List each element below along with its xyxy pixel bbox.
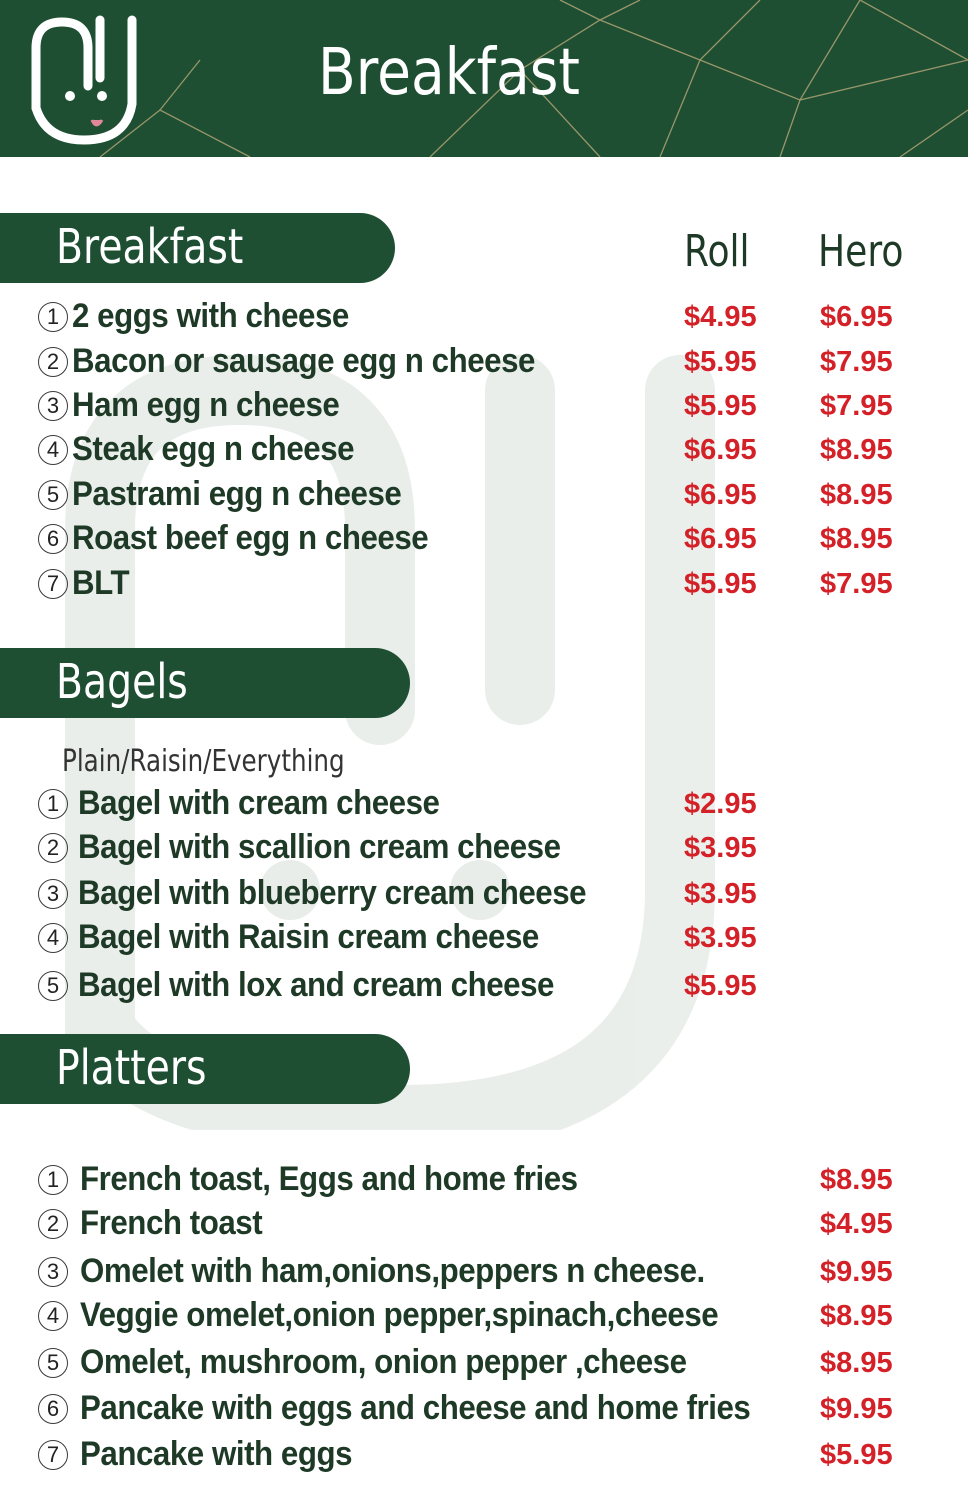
- menu-item-name: Bagel with cream cheese: [78, 784, 440, 822]
- roll-price: $5.95: [684, 346, 757, 378]
- item-price: $3.95: [684, 922, 757, 954]
- menu-item-name: Steak egg n cheese: [72, 430, 355, 468]
- menu-item-name: Pancake with eggs and cheese and home fries: [80, 1389, 751, 1427]
- hero-price: $8.95: [820, 479, 893, 511]
- menu-item-row: [0, 782, 968, 826]
- item-number-badge: 3: [38, 391, 68, 421]
- menu-item-row: [0, 1158, 968, 1202]
- roll-price: $6.95: [684, 523, 757, 555]
- item-number-badge: 6: [38, 1394, 68, 1424]
- item-price: $9.95: [820, 1256, 893, 1288]
- hero-price: $6.95: [820, 301, 893, 333]
- menu-item-name: Roast beef egg n cheese: [72, 519, 429, 557]
- roll-price: $5.95: [684, 390, 757, 422]
- menu-item-name: Bagel with blueberry cream cheese: [78, 874, 587, 912]
- bagels-section-title: Bagels: [56, 654, 188, 710]
- item-number-badge: 3: [38, 879, 68, 909]
- menu-item-row: [0, 384, 968, 428]
- hero-price: $7.95: [820, 346, 893, 378]
- item-number-badge: 4: [38, 435, 68, 465]
- menu-item-row: [0, 473, 968, 517]
- item-number-badge: 5: [38, 480, 68, 510]
- menu-item-name: Omelet with ham,onions,peppers n cheese.: [80, 1252, 705, 1290]
- menu-item-row: [0, 517, 968, 561]
- hero-price: $8.95: [820, 434, 893, 466]
- menu-item-row: [0, 872, 968, 916]
- menu-item-row: [0, 1202, 968, 1246]
- item-number-badge: 1: [38, 789, 68, 819]
- menu-item-name: Bacon or sausage egg n cheese: [72, 342, 536, 380]
- menu-item-row: [0, 1387, 968, 1431]
- menu-item-row: [0, 826, 968, 870]
- roll-price: $4.95: [684, 301, 757, 333]
- menu-item-name: Bagel with scallion cream cheese: [78, 828, 561, 866]
- menu-item-name: Pastrami egg n cheese: [72, 475, 402, 513]
- menu-item-name: Veggie omelet,onion pepper,spinach,cheese: [80, 1296, 719, 1334]
- hero-price: $7.95: [820, 390, 893, 422]
- item-number-badge: 7: [38, 569, 68, 599]
- roll-price: $6.95: [684, 434, 757, 466]
- menu-item-row: [0, 916, 968, 960]
- item-price: $8.95: [820, 1164, 893, 1196]
- item-price: $8.95: [820, 1347, 893, 1379]
- item-price: $2.95: [684, 788, 757, 820]
- menu-item-name: Bagel with lox and cream cheese: [78, 966, 554, 1004]
- item-number-badge: 7: [38, 1440, 68, 1470]
- item-price: $5.95: [820, 1439, 893, 1471]
- item-number-badge: 2: [38, 347, 68, 377]
- menu-item-name: BLT: [72, 564, 130, 602]
- header-banner: [0, 0, 968, 157]
- item-number-badge: 4: [38, 923, 68, 953]
- menu-item-row: [0, 964, 968, 1008]
- menu-item-row: [0, 340, 968, 384]
- item-number-badge: 2: [38, 833, 68, 863]
- menu-item-row: [0, 562, 968, 606]
- item-number-badge: 4: [38, 1301, 68, 1331]
- hero-price: $8.95: [820, 523, 893, 555]
- menu-item-name: French toast, Eggs and home fries: [80, 1160, 578, 1198]
- bagel-types-note: Plain/Raisin/Everything: [62, 744, 345, 779]
- item-number-badge: 1: [38, 1165, 68, 1195]
- item-price: $8.95: [820, 1300, 893, 1332]
- menu-item-row: [0, 428, 968, 472]
- menu-item-name: French toast: [80, 1204, 263, 1242]
- menu-item-row: [0, 1250, 968, 1294]
- platters-section-header: [0, 1034, 410, 1104]
- breakfast-section-header: [0, 213, 395, 283]
- menu-item-row: [0, 1341, 968, 1385]
- item-price: $5.95: [684, 970, 757, 1002]
- item-price: $3.95: [684, 878, 757, 910]
- menu-item-name: Bagel with Raisin cream cheese: [78, 918, 539, 956]
- item-price: $3.95: [684, 832, 757, 864]
- menu-item-name: 2 eggs with cheese: [72, 297, 349, 335]
- menu-item-row: [0, 1433, 968, 1477]
- roll-price: $6.95: [684, 479, 757, 511]
- menu-item-name: Omelet, mushroom, onion pepper ,cheese: [80, 1343, 687, 1381]
- page-title: Breakfast: [318, 36, 581, 110]
- item-number-badge: 2: [38, 1209, 68, 1239]
- menu-item-name: Ham egg n cheese: [72, 386, 340, 424]
- item-number-badge: 5: [38, 1348, 68, 1378]
- roll-column-header: Roll: [684, 226, 750, 277]
- item-number-badge: 3: [38, 1257, 68, 1287]
- item-number-badge: 5: [38, 971, 68, 1001]
- hero-column-header: Hero: [818, 226, 904, 277]
- platters-section-title: Platters: [56, 1040, 207, 1096]
- item-price: $4.95: [820, 1208, 893, 1240]
- menu-item-row: [0, 295, 968, 339]
- menu-item-row: [0, 1294, 968, 1338]
- roll-price: $5.95: [684, 568, 757, 600]
- item-price: $9.95: [820, 1393, 893, 1425]
- ny-logo: [22, 8, 152, 148]
- breakfast-section-title: Breakfast: [56, 219, 244, 275]
- menu-item-name: Pancake with eggs: [80, 1435, 353, 1473]
- hero-price: $7.95: [820, 568, 893, 600]
- bagels-section-header: [0, 648, 410, 718]
- item-number-badge: 1: [38, 302, 68, 332]
- item-number-badge: 6: [38, 524, 68, 554]
